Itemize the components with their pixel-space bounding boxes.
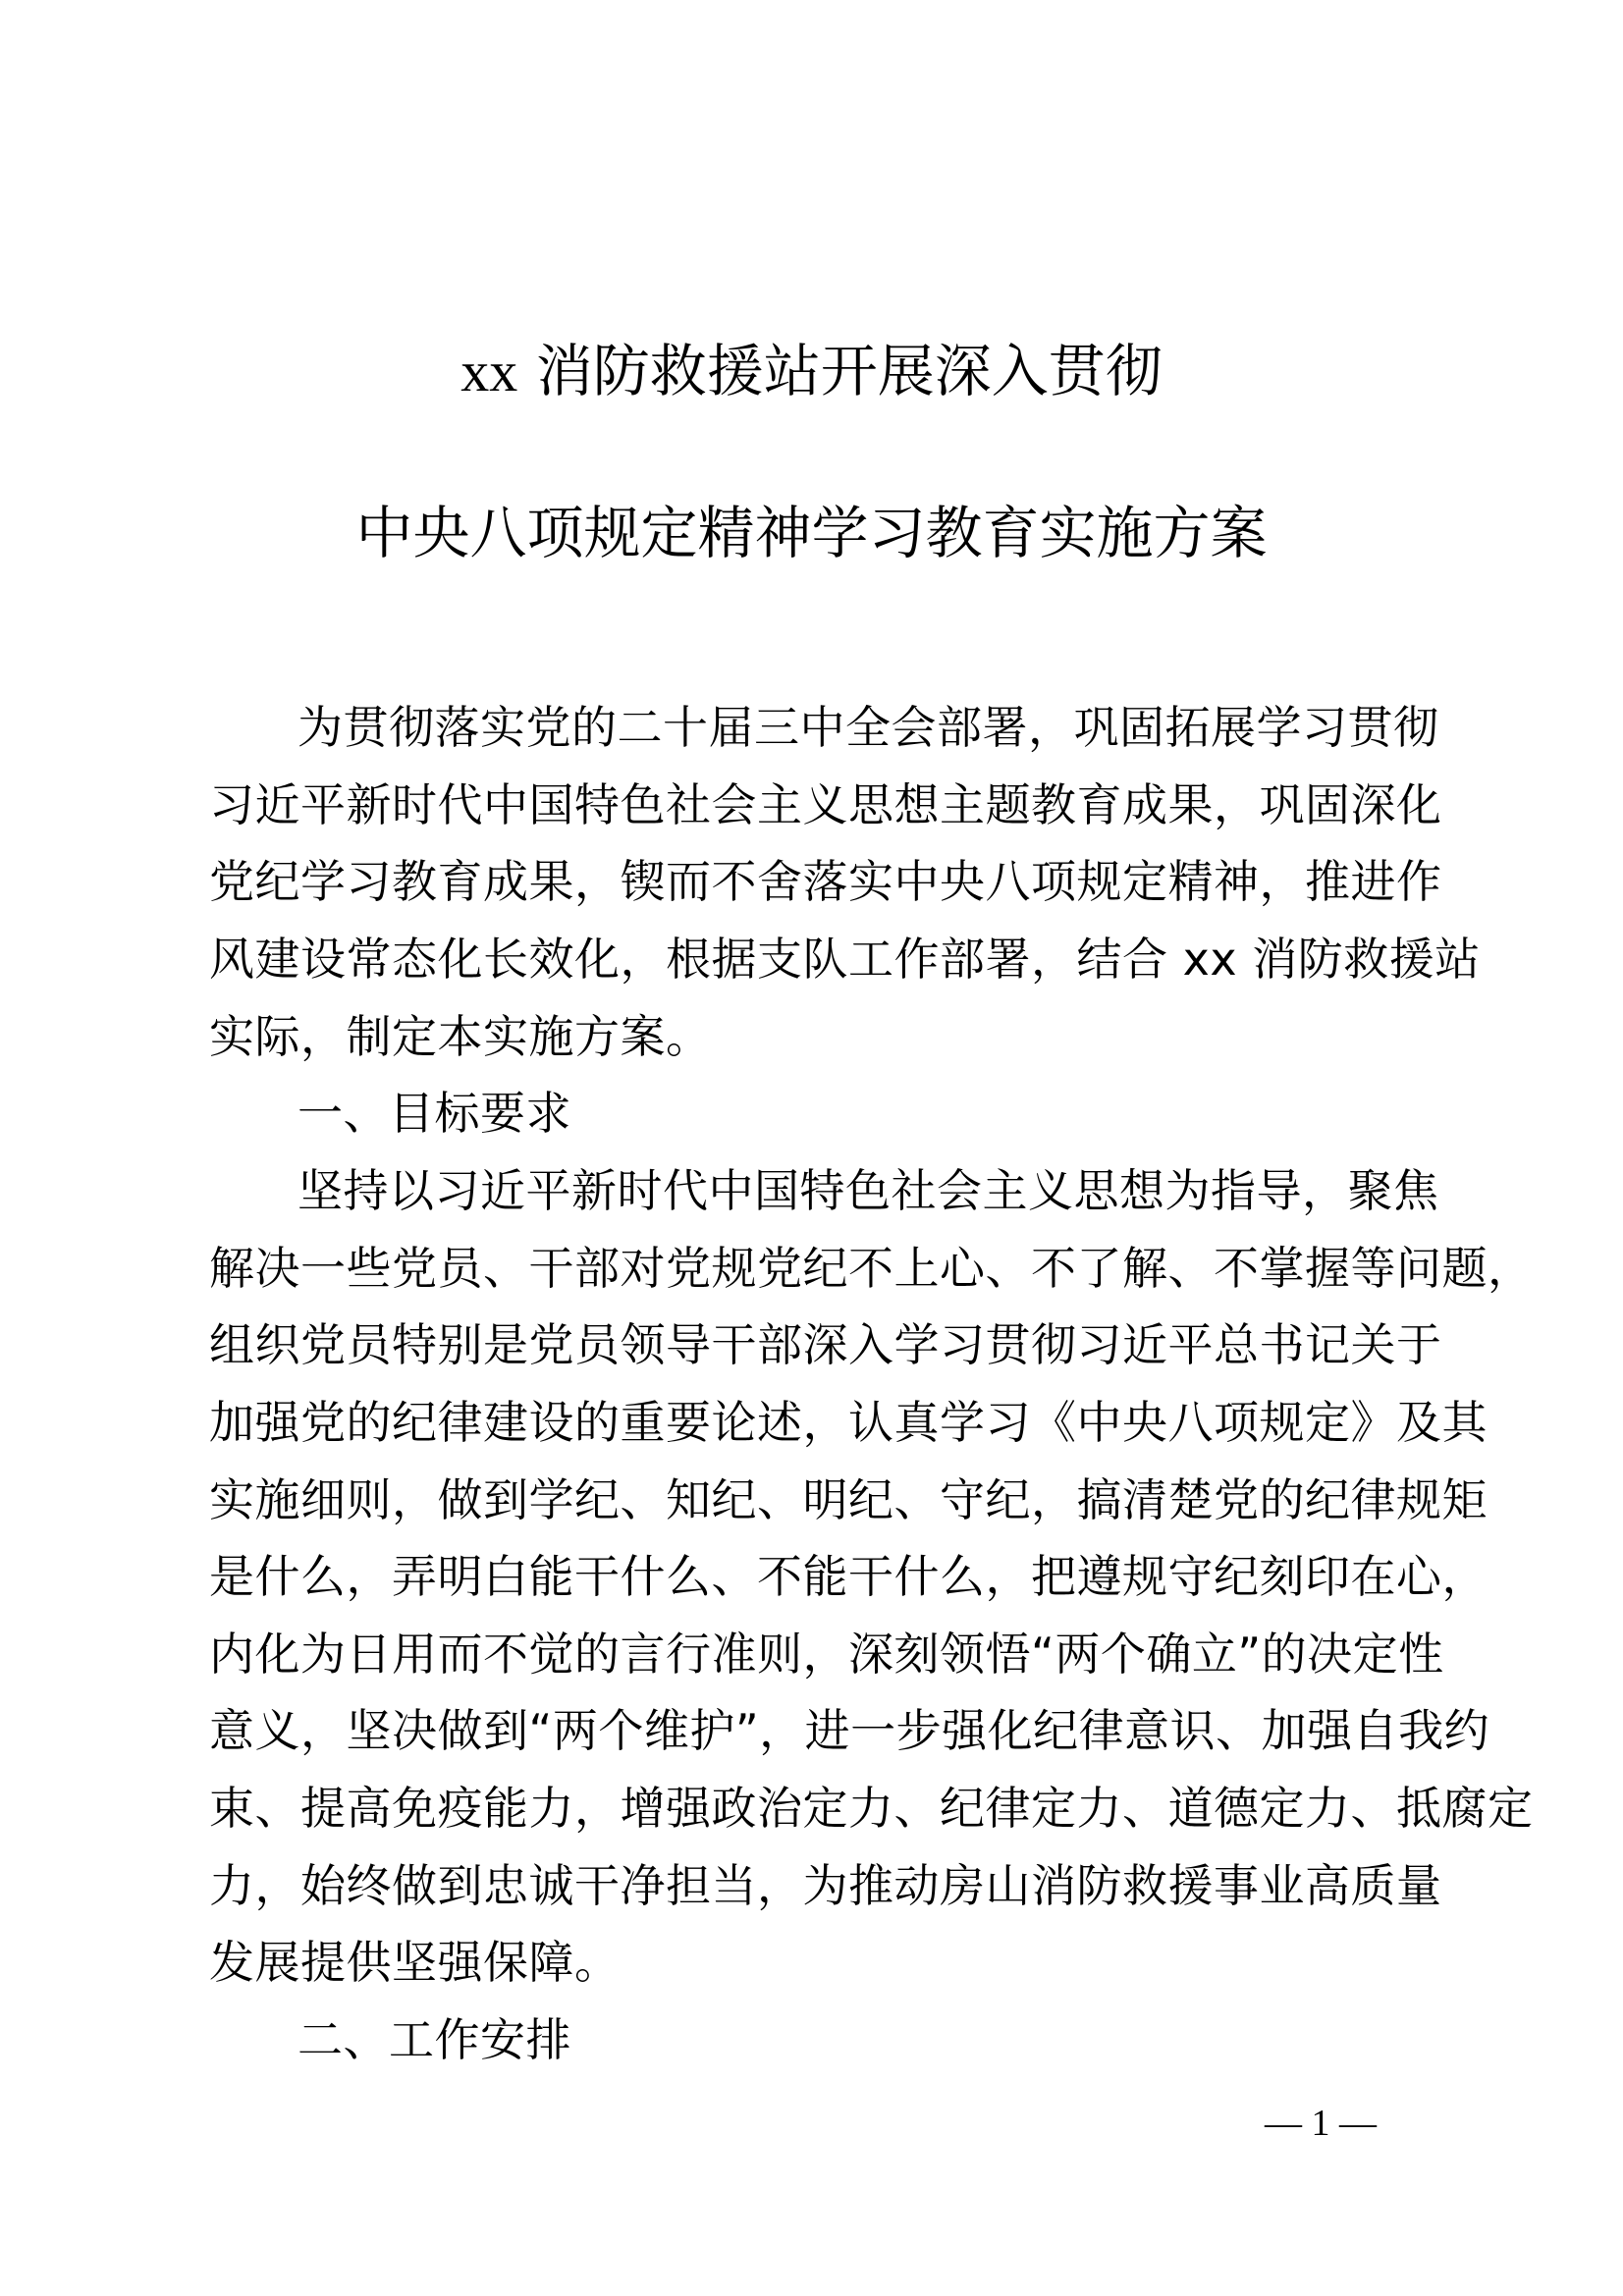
- section-1-line-6: 是什么，弄明白能干什么、不能干什么，把遵规守纪刻印在心，: [209, 1550, 1488, 1603]
- section-1-line-4: 加强党的纪律建设的重要论述，认真学习《中央八项规定》及其: [209, 1396, 1488, 1449]
- document-title-line-1: [0, 337, 1623, 406]
- title-line-1-text: 消防救援站开展深入贯彻: [517, 338, 1163, 404]
- document-title-line-2: 中央八项规定精神学习教育实施方案: [355, 500, 1268, 566]
- section-1-line-3: 组织党员特别是党员领导干部深入学习贯彻习近平总书记关于: [209, 1318, 1442, 1371]
- page-number: — 1 —: [1265, 2103, 1377, 2144]
- section-1-line-2: 解决一些党员、干部对党规党纪不上心、不了解、不掌握等问题，: [209, 1242, 1534, 1295]
- section-2-heading: 二、工作安排: [298, 2013, 571, 2066]
- section-1-line-11: 发展提供坚强保障。: [209, 1936, 621, 1989]
- section-1-line-10: 力，始终做到忠诚干净担当，为推动房山消防救援事业高质量: [209, 1859, 1442, 1912]
- section-1-line-9: 束、提高免疫能力，增强政治定力、纪律定力、道德定力、抵腐定: [209, 1782, 1534, 1835]
- intro-line-1: 为贯彻落实党的二十届三中全会部署，巩固拓展学习贯彻: [298, 701, 1439, 754]
- section-1-line-7: 内化为日用而不觉的言行准则，深刻领悟“两个确立”的决定性: [209, 1628, 1444, 1681]
- intro-line-3: 党纪学习教育成果，锲而不舍落实中央八项规定精神，推进作: [209, 855, 1442, 908]
- section-1-line-8: 意义，坚决做到“两个维护”，进一步强化纪律意识、加强自我约: [209, 1704, 1490, 1757]
- section-1-line-1: 坚持以习近平新时代中国特色社会主义思想为指导，聚焦: [298, 1164, 1439, 1217]
- intro-line-4: 风建设常态化长效化，根据支队工作部署，结合 xx 消防救援站: [209, 933, 1481, 986]
- intro-line-5: 实际，制定本实施方案。: [209, 1010, 712, 1063]
- title-placeholder-xx: xx: [460, 340, 518, 403]
- section-1-line-5: 实施细则，做到学纪、知纪、明纪、守纪，搞清楚党的纪律规矩: [209, 1473, 1488, 1526]
- section-1-heading: 一、目标要求: [298, 1087, 571, 1140]
- intro-line-2: 习近平新时代中国特色社会主义思想主题教育成果，巩固深化: [209, 778, 1442, 831]
